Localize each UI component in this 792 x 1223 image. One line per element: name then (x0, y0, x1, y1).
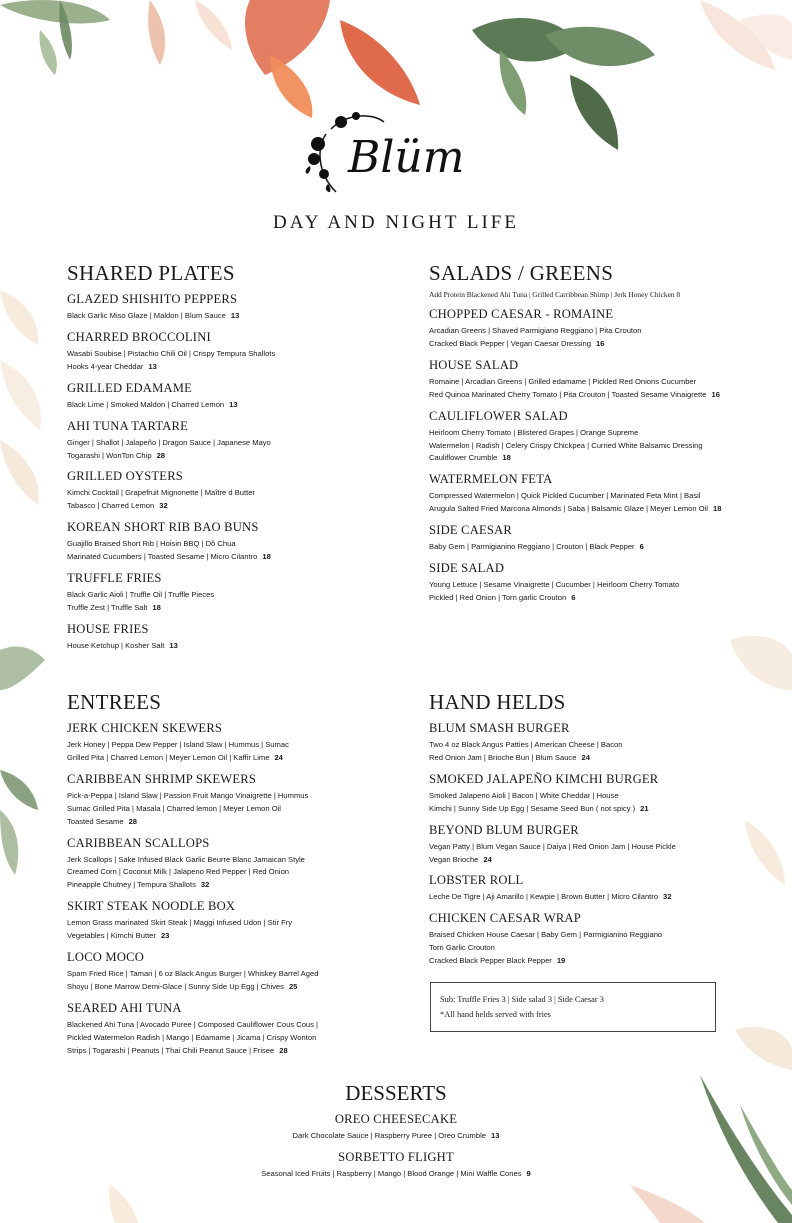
menu-item (67, 622, 275, 653)
menu-item-name: BLUM SMASH BURGER (429, 721, 570, 735)
menu-item-name: SKIRT STEAK NOODLE BOX (67, 899, 236, 914)
menu-item-description (67, 538, 275, 564)
description-line: Togarashi | WonTon Chip (67, 450, 152, 460)
section-title: SALADS / GREENS (429, 261, 614, 285)
menu-item-name: GRILLED EDAMAME (67, 380, 193, 395)
menu-item-description (67, 640, 275, 653)
menu-item-description (67, 1019, 318, 1058)
menu-item-name: SIDE SALAD (429, 561, 505, 576)
add-protein-line: Add Protein Blackened Ahi Tuna | Grilled Carribbean Shimp | Jerk Honey Chicken 8 (429, 290, 681, 299)
description-line: Jerk Scallops | Sake Infused Black Garlic Beurre Blanc Jamaican Style (67, 854, 305, 864)
description-line: Cracked Black Pepper Black Pepper (429, 956, 552, 966)
menu-item-description (429, 579, 721, 605)
menu-item (429, 307, 721, 351)
menu-item-description (429, 841, 676, 867)
description-line: Ginger | Shallot | Jalapeño | Dragon Sauce | Japanese Mayo (67, 437, 271, 447)
description-line: Baby Gem | Parmigianino Reggiano | Crouton | Black Pepper (429, 542, 635, 552)
menu-item-price: 13 (229, 399, 238, 409)
description-line: Marinated Cucumbers | Toasted Sesame | Micro Cilantro (67, 552, 258, 562)
menu-item (429, 523, 721, 554)
description-line: Grilled Pita | Charred Lemon | Meyer Lemon Oil | Kaffir Lime (67, 752, 270, 762)
menu-item (67, 899, 318, 943)
menu-item-price: 32 (663, 892, 672, 902)
menu-item-name: LOCO MOCO (67, 950, 145, 965)
menu-item-price: 24 (483, 854, 492, 864)
menu-item-description (0, 1130, 792, 1143)
section-entrees (67, 690, 318, 1058)
menu-item-name: CARIBBEAN SHRIMP SKEWERS (67, 771, 257, 786)
menu-item-price: 28 (156, 450, 166, 460)
menu-item-price: 18 (502, 453, 511, 463)
description-line: Leche De Tigre | Aji Amarillo | Kewpie | Brown Butter | Micro Cilantro (429, 892, 659, 902)
hand-helds-note-box (430, 982, 716, 1032)
menu-item-description (67, 739, 318, 765)
menu-item-name: SORBETTO FLIGHT (338, 1149, 454, 1164)
menu-item (429, 823, 676, 867)
description-line: Sumac Grilled Pita | Masala | Charred lemon | Meyer Lemon Oil (67, 803, 281, 813)
menu-item-description (429, 427, 721, 466)
menu-item-price: 24 (581, 752, 590, 762)
menu-item-name: WATERMELON FETA (429, 472, 553, 487)
description-line: Strips | Togarashi | Peanuts | Thai Chili Peanut Sauce | Frisee (67, 1045, 275, 1055)
menu-item-name: CHICKEN CAESAR WRAP (429, 911, 581, 926)
description-line: Arugula Salted Fried Marcona Almonds | Saba | Balsamic Glaze | Meyer Lemon Oil (429, 504, 708, 514)
menu-item (67, 520, 275, 564)
menu-item-price: 18 (713, 504, 722, 514)
description-line: Blackened Ahi Tuna | Avocado Puree | Composed Cauliflower Cous Cous | (67, 1019, 319, 1029)
description-line: Truffle Zest | Truffle Salt (67, 602, 148, 612)
description-line: Black Garlic Miso Glaze | Maldon | Blum Sauce (67, 311, 226, 320)
description-line: Hooks 4-year Cheddar (67, 361, 144, 371)
menu-item-price: 16 (711, 389, 720, 399)
menu-item-price: 6 (571, 592, 576, 602)
menu-item-description (67, 589, 275, 615)
description-line: Black Garlic Aioli | Truffle Oil | Truffle Pieces (67, 590, 215, 600)
menu-item-price: 21 (640, 803, 649, 813)
menu-item (429, 721, 676, 765)
description-line: Watermelon | Radish | Celery Crispy Chickpea | Curried White Balsamic Dressing (429, 440, 703, 450)
description-line: Kimchi Cocktail | Grapefruit Mignonette | Maître d Butter (67, 488, 255, 498)
menu-item (429, 873, 676, 904)
description-line: Seasonal Iced Fruits | Raspberry | Mango | Blood Orange | Mini Waffle Cones (261, 1168, 522, 1178)
description-line: Wasabi Soubise | Pistachio Chili Oil | Crispy Tempura Shallots (67, 348, 276, 358)
description-line: Pick-a-Peppa | Island Slaw | Passion Fruit Mango Vinaigrette | Hummus (67, 790, 309, 800)
menu-item-description (67, 790, 318, 829)
menu-item (67, 571, 275, 615)
section-shared-plates (67, 261, 275, 653)
description-line: Red Quinoa Marinated Cherry Tomato | Pita Crouton | Toasted Sesame Vinaigrette (429, 389, 707, 399)
menu-item-description (67, 854, 318, 893)
menu-item (67, 721, 318, 765)
menu-item (429, 358, 721, 402)
menu-item-price: 13 (491, 1131, 500, 1140)
menu-item (67, 419, 275, 463)
description-line: Cracked Black Pepper | Vegan Caesar Dressing (429, 338, 591, 348)
menu-item-name: JERK CHICKEN SKEWERS (67, 721, 223, 735)
menu-item-description (67, 310, 275, 323)
description-line: Two 4 oz Black Angus Patties | American Cheese | Bacon (429, 740, 623, 749)
menu-item (67, 381, 275, 412)
description-line: House Ketchup | Kosher Salt (67, 640, 165, 650)
section-hand-helds (429, 690, 676, 968)
menu-item-price: 6 (639, 542, 644, 552)
menu-item (67, 330, 275, 374)
menu-item-name: OREO CHEESECAKE (334, 1112, 458, 1126)
menu-item-description (67, 487, 275, 513)
description-line: Pineapple Chutney | Tempura Shallots (67, 880, 196, 890)
section-title: HAND HELDS (429, 690, 566, 714)
menu-item (67, 469, 275, 513)
menu-item-description (67, 968, 318, 994)
description-line: Romaine | Arcadian Greens | Grilled edamame | Pickled Red Onions Cucumber (429, 376, 697, 386)
menu-item (67, 1001, 318, 1058)
description-line: Heirloom Cherry Tomato | Blistered Grapes | Orange Supreme (429, 427, 639, 437)
description-line: Pickled Watermelon Radish | Mango | Edamame | Jicama | Crispy Wonton (67, 1032, 317, 1042)
description-line: Jerk Honey | Peppa Dew Pepper | Island Slaw | Hummus | Sumac (67, 740, 289, 749)
section-desserts (0, 1081, 792, 1181)
menu-item-name: CARIBBEAN SCALLOPS (67, 835, 210, 850)
menu-item-price: 32 (200, 880, 210, 890)
description-line: Arcadian Greens | Shaved Parmigiano Reggiano | Pita Crouton (429, 326, 642, 335)
description-line: Vegetables | Kimchi Butter (67, 931, 156, 941)
menu-item-price: 24 (274, 752, 283, 762)
menu-item-price: 18 (262, 552, 271, 562)
menu-item-name: HOUSE FRIES (67, 621, 149, 636)
menu-item-description (429, 325, 721, 351)
sub-options-note: Sub: Truffle Fries 3 | Side salad 3 | Side Caesar 3 (440, 995, 604, 1004)
menu-item-name: CHOPPED CAESAR - ROMAINE (429, 307, 614, 321)
menu-item-price: 18 (152, 602, 161, 612)
menu-item-description (429, 739, 676, 765)
menu-item-description (67, 348, 275, 374)
menu-item-description (67, 399, 275, 412)
description-line: Smoked Jalapeno Aioli | Bacon | White Cheddar | House (429, 790, 619, 800)
menu-item-name: CHARRED BROCCOLINI (67, 329, 211, 344)
menu-item-description (429, 376, 721, 402)
menu-item (67, 950, 318, 994)
menu-item-price: 32 (159, 501, 168, 511)
description-line: Young Lettuce | Sesame Vinaigrette | Cucumber | Heirloom Cherry Tomato (429, 580, 680, 590)
menu-item (0, 1150, 792, 1181)
menu-item-price: 16 (595, 338, 605, 348)
menu-item (429, 772, 676, 816)
menu-item-name: GRILLED OYSTERS (67, 469, 183, 484)
menu-item-price: 23 (160, 931, 170, 941)
menu-item-name: LOBSTER ROLL (429, 873, 524, 888)
menu-item-description (429, 891, 676, 904)
section-title: DESSERTS (345, 1081, 447, 1105)
menu-item (67, 292, 275, 323)
menu-item-price: 19 (556, 956, 566, 966)
description-line: Shoyu | Bone Marrow Demi-Glace | Sunny Side Up Egg | Chives (67, 981, 284, 991)
menu-item (429, 561, 721, 605)
menu-item (429, 409, 721, 466)
menu-item-description (67, 917, 318, 943)
menu-item (67, 772, 318, 829)
menu-item-name: HOUSE SALAD (429, 357, 519, 372)
menu-item-description (429, 929, 676, 968)
description-line: Lemon Grass marinated Skirt Steak | Maggi Infused Udon | Stir Fry (67, 918, 293, 928)
description-line: Spam Fried Rice | Tamari | 6 oz Black Angus Burger | Whiskey Barrel Aged (67, 969, 319, 979)
description-line: Kimchi | Sunny Side Up Egg | Sesame Seed Bun ( not spicy ) (429, 803, 636, 813)
description-line: Pickled | Red Onion | Torn garlic Crouton (429, 592, 567, 602)
description-line: Guajillo Braised Short Rib | Hoisin BBQ | Dô Chua (67, 539, 236, 549)
description-line: Black Lime | Smoked Maldon | Charred Lemon (67, 399, 225, 409)
description-line: Cauliflower Crumble (429, 453, 498, 463)
description-line: Tabasco | Charred Lemon (67, 501, 155, 511)
menu-item-description (429, 490, 721, 516)
menu-item-description (0, 1168, 792, 1181)
description-line: Creamed Corn | Coconut Milk | Jalapeno Red Pepper | Red Onion (67, 867, 290, 877)
fries-note: *All hand helds served with fries (440, 1010, 551, 1019)
menu-item-description (67, 437, 275, 463)
description-line: Vegan Brioche (429, 854, 479, 864)
menu-item-description (429, 790, 676, 816)
menu-item-price: 13 (169, 640, 178, 650)
tagline: DAY AND NIGHT LIFE (273, 212, 519, 233)
menu-item-price: 28 (279, 1045, 288, 1055)
menu-item (429, 911, 676, 968)
menu-item (0, 1112, 792, 1143)
menu-item-description (429, 541, 721, 554)
description-line: Torn Garlic Crouton (429, 943, 495, 953)
menu-item-name: GLAZED SHISHITO PEPPERS (67, 292, 238, 306)
menu-item-name: CAULIFLOWER SALAD (429, 408, 568, 423)
menu-item-price: 13 (148, 361, 157, 371)
description-line: Red Onion Jam | Brioche Bun | Blum Sauce (429, 752, 577, 762)
description-line: Toasted Sesame (67, 816, 124, 826)
section-salads-greens (429, 261, 721, 605)
menu-item-name: BEYOND BLUM BURGER (429, 822, 579, 837)
blum-logo (296, 104, 496, 208)
menu-item-price: 9 (526, 1168, 531, 1178)
menu-item (67, 836, 318, 893)
menu-item-name: KOREAN SHORT RIB BAO BUNS (67, 520, 259, 535)
menu-item-name: AHI TUNA TARTARE (67, 418, 188, 433)
menu-item-price: 25 (288, 981, 298, 991)
menu-item-price: 13 (230, 311, 240, 320)
description-line: Vegan Patty | Blum Vegan Sauce | Daiya | Red Onion Jam | House Pickle (429, 841, 676, 851)
description-line: Compressed Watermelon | Quick Pickled Cucumber | Marinated Feta Mint | Basil (429, 491, 701, 501)
section-title: ENTREES (67, 690, 162, 714)
svg-text:Blüm: Blüm (348, 132, 465, 183)
menu-item-price: 28 (128, 816, 138, 826)
section-title: SHARED PLATES (67, 261, 235, 285)
menu-item-name: SEARED AHI TUNA (67, 1000, 182, 1015)
menu-item (429, 472, 721, 516)
description-line: Braised Chicken House Caesar | Baby Gem | Parmigianino Reggiano (429, 930, 663, 940)
menu-item-name: SMOKED JALAPEÑO KIMCHI BURGER (429, 771, 659, 786)
description-line: Dark Chocolate Sauce | Raspberry Puree | Oreo Crumble (292, 1131, 486, 1140)
menu-item-name: TRUFFLE FRIES (67, 571, 162, 586)
menu-item-name: SIDE CAESAR (429, 523, 513, 538)
